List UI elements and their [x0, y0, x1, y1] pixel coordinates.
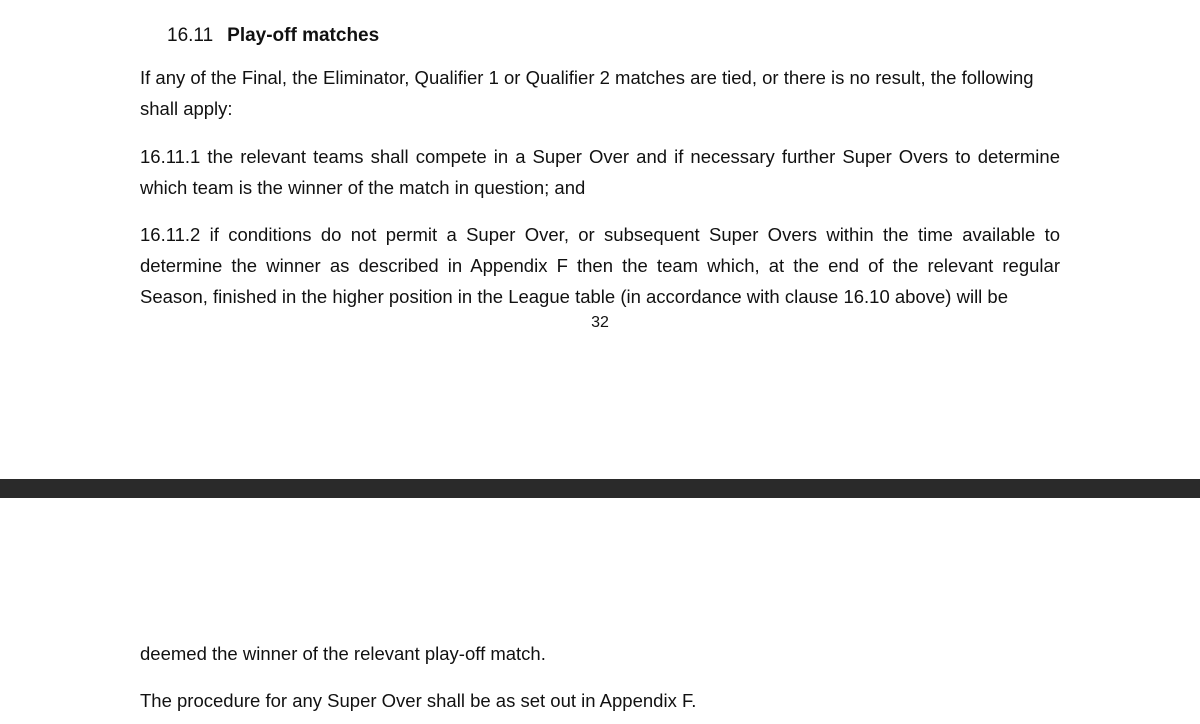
document-page-33 [0, 498, 1200, 724]
section-title: Play-off matches [227, 25, 380, 46]
clause-16-11-1: 16.11.1 the relevant teams shall compete in a Super Over and if necessary further Super Overs to determine which team is the winner of the match in question; and [140, 146, 1060, 198]
section-number: 16.11 [167, 25, 214, 46]
clause-16-11-2-continued: deemed the winner of the relevant play-off match. [140, 643, 546, 664]
intro-paragraph: If any of the Final, the Eliminator, Qualifier 1 or Qualifier 2 matches are tied, or there is no result, the following shall apply: [140, 67, 1034, 119]
page-separator [0, 479, 1200, 498]
procedure-paragraph: The procedure for any Super Over shall be as set out in Appendix F. [140, 690, 697, 711]
clause-16-11-2: 16.11.2 if conditions do not permit a Super Over, or subsequent Super Overs within the time available to determine the winner as described in Appendix F then the team which, at the end of the relevant regular Season, finished in the higher position in the League table (in accordance with clause 16.10 above) will be [140, 224, 1060, 307]
page-number: 32 [591, 314, 609, 331]
section-heading [167, 24, 379, 48]
